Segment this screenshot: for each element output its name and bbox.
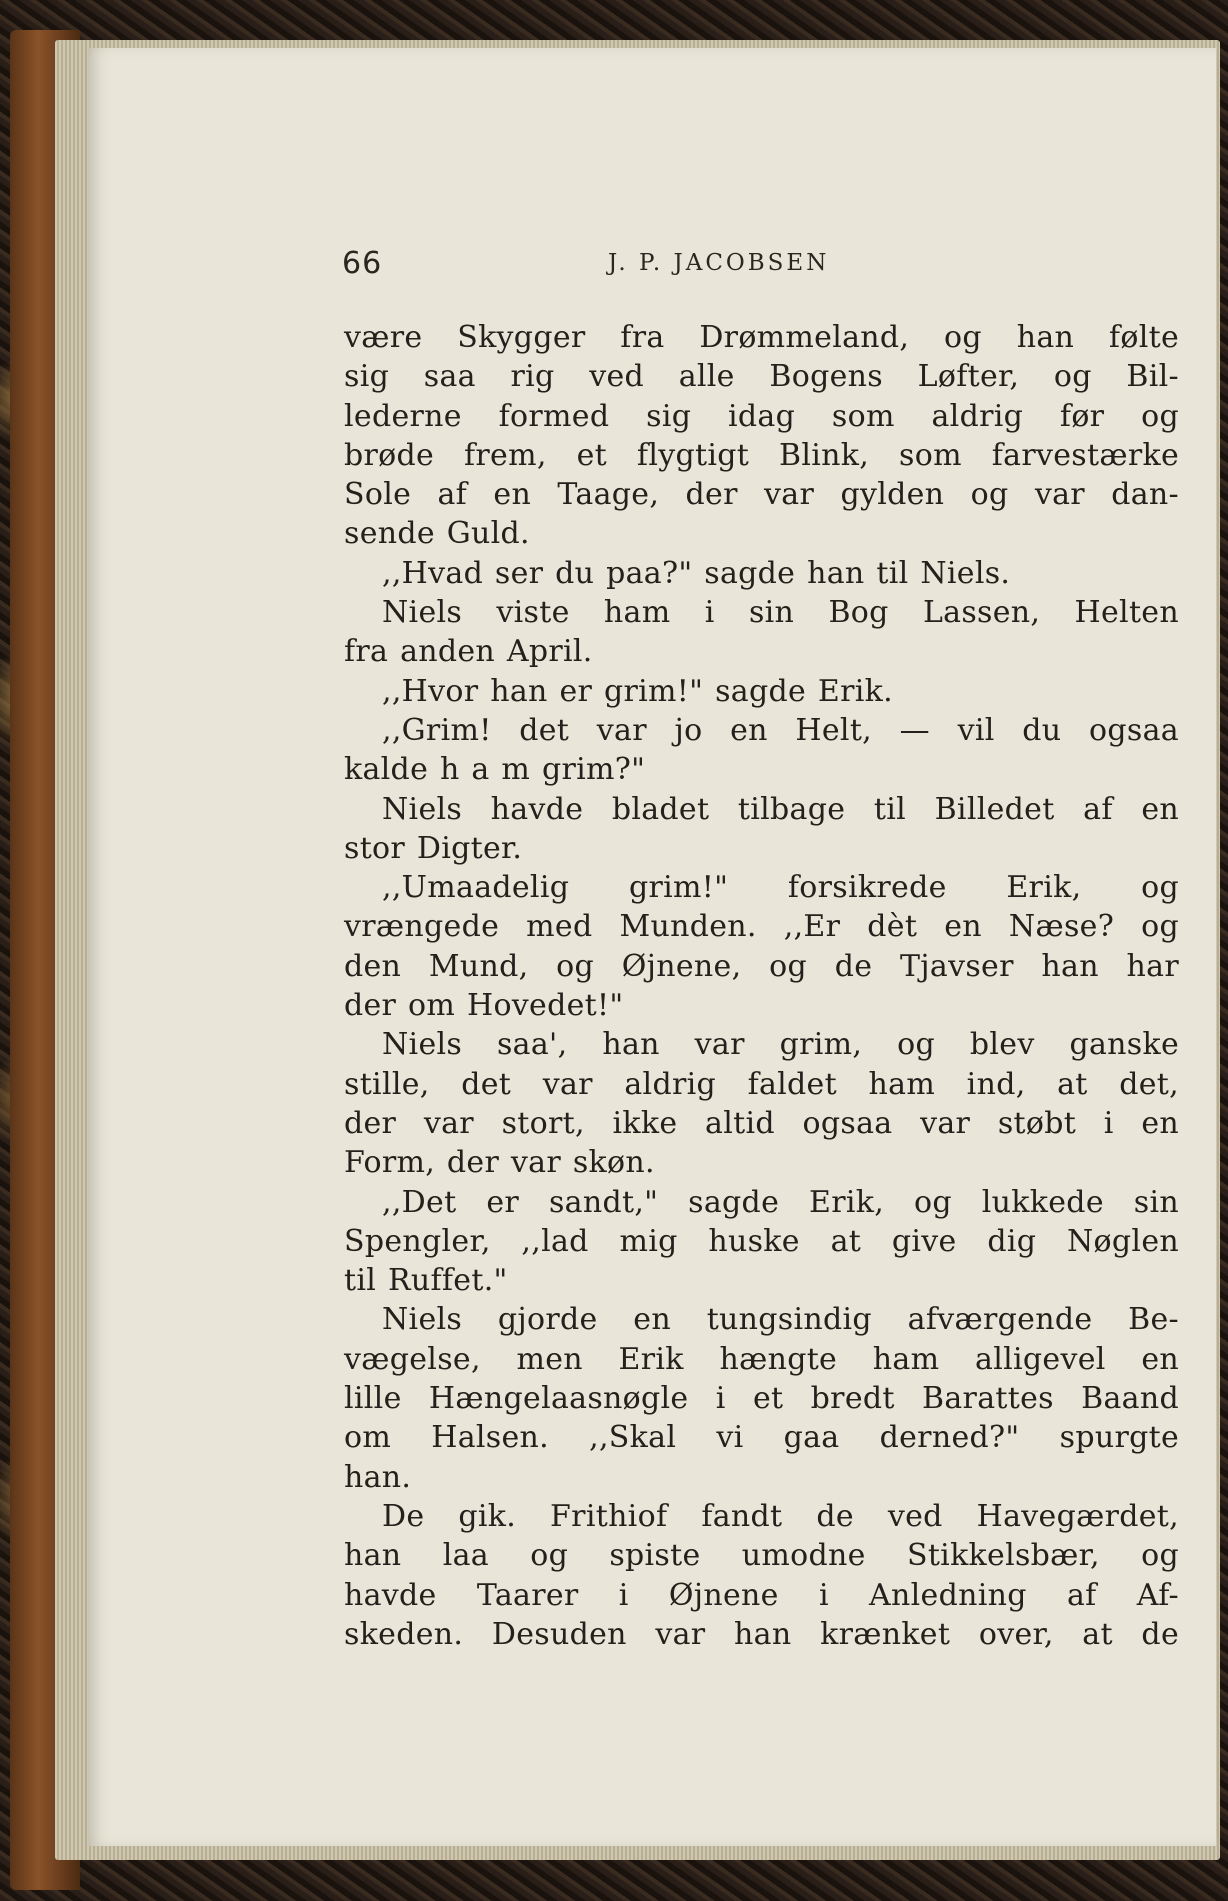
text-line: sig saa rig ved alle Bogens Løfter, og Bil- [344, 359, 1179, 395]
text-line: lille Hængelaasnøgle i et bredt Barattes Baand [344, 1381, 1179, 1417]
text-line: stor Digter. [344, 830, 523, 866]
text-line: ,,Umaadelig grim!" forsikrede Erik, og [382, 870, 1179, 906]
book-page [88, 48, 1216, 1846]
text-line: der om Hovedet!" [344, 988, 624, 1024]
text-line: Form, der var skøn. [344, 1145, 655, 1181]
text-line: Niels havde bladet tilbage til Billedet af en [382, 791, 1179, 827]
body-text [344, 318, 1179, 1654]
text-line: Niels viste ham i sin Bog Lassen, Helten [382, 595, 1179, 631]
text-line: kalde h a m grim?" [344, 752, 646, 788]
page-number: 66 [342, 246, 383, 281]
text-line: havde Taarer i Øjnene i Anledning af Af- [344, 1577, 1179, 1613]
text-line: De gik. Frithiof fandt de ved Havegærdet, [382, 1498, 1179, 1534]
text-line: Niels saa', han var grim, og blev ganske [382, 1027, 1179, 1063]
text-line: brøde frem, et flygtigt Blink, som farvestærke [344, 437, 1179, 473]
text-line: stille, det var aldrig faldet ham ind, at det, [344, 1066, 1179, 1102]
text-line: Niels gjorde en tungsindig afværgende Be- [382, 1302, 1179, 1338]
text-line: den Mund, og Øjnene, og de Tjavser han har [344, 948, 1179, 984]
text-line: Spengler, ,,lad mig huske at give dig Nøglen [344, 1223, 1179, 1259]
text-line: vrængede med Munden. ,,Er dèt en Næse? og [344, 909, 1179, 945]
text-line: han laa og spiste umodne Stikkelsbær, og [344, 1538, 1179, 1574]
text-line: til Ruffet." [344, 1263, 508, 1299]
text-line: der var stort, ikke altid ogsaa var støbt i en [344, 1105, 1179, 1141]
text-line: fra anden April. [344, 634, 593, 670]
text-line: ,,Hvad ser du paa?" sagde han til Niels. [382, 555, 1011, 591]
text-line: Sole af en Taage, der var gylden og var dan- [344, 477, 1179, 513]
text-line: ,,Det er sandt," sagde Erik, og lukkede sin [382, 1184, 1179, 1220]
text-line: skeden. Desuden var han krænket over, at de [344, 1616, 1179, 1652]
text-line: ,,Hvor han er grim!" sagde Erik. [382, 673, 893, 709]
text-line: være Skygger fra Drømmeland, og han følte [344, 320, 1179, 355]
text-line: sende Guld. [344, 516, 530, 552]
text-line: han. [344, 1459, 412, 1495]
text-line: lederne formed sig idag som aldrig før og [344, 398, 1179, 434]
page-header [88, 246, 1216, 286]
text-line: om Halsen. ,,Skal vi gaa derned?" spurgte [344, 1420, 1179, 1456]
text-line: vægelse, men Erik hængte ham alligevel en [344, 1341, 1179, 1377]
running-head: J. P. JACOBSEN [608, 250, 830, 276]
text-line: ,,Grim! det var jo en Helt, — vil du ogsaa [382, 712, 1179, 748]
